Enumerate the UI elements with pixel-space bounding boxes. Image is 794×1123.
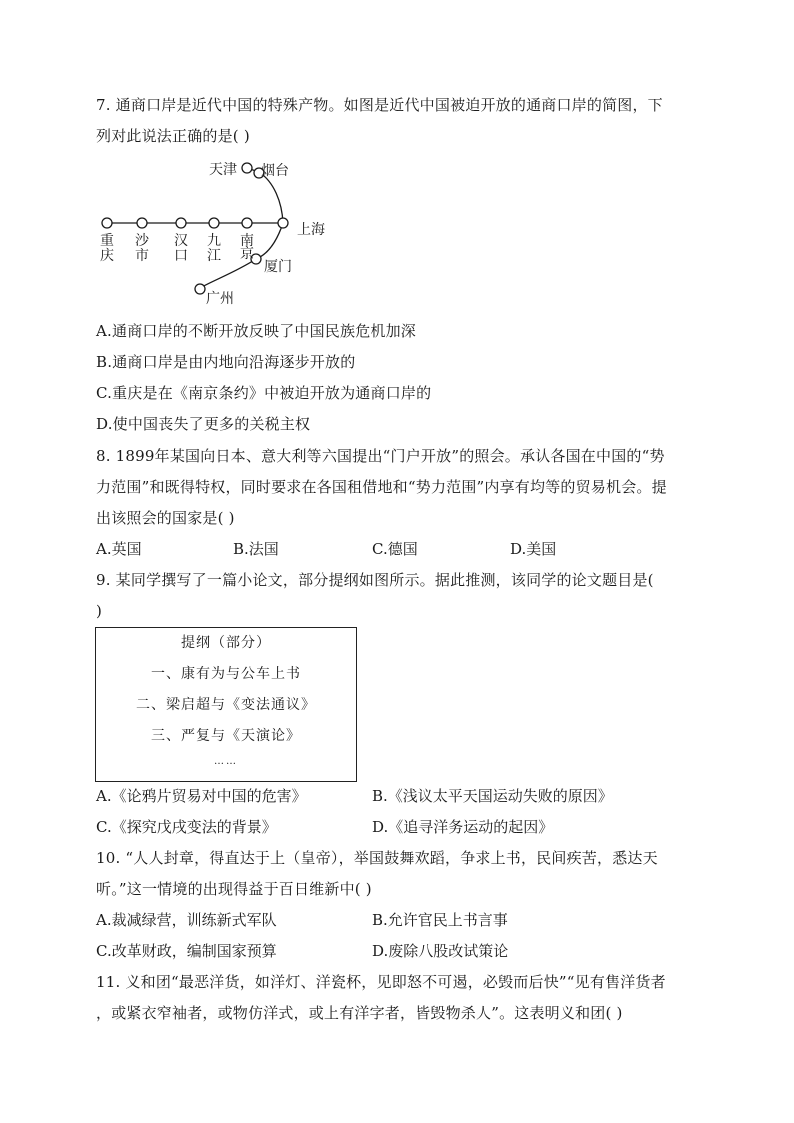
- nanjing-node: [242, 218, 252, 228]
- jiujiang-label-2: 江: [207, 248, 221, 264]
- nanjing-label-1: 南: [240, 233, 254, 249]
- essay-outline-box: [95, 627, 357, 782]
- q7-stem-line2: 列对此说法正确的是( ): [96, 127, 250, 145]
- q7-option-c[interactable]: C.重庆是在《南京条约》中被迫开放为通商口岸的: [96, 384, 432, 402]
- south-route-line-upper: [256, 223, 283, 259]
- q9-stem-line2: ): [96, 602, 103, 620]
- q11-stem-line1: 11. 义和团“最恶洋货，如洋灯、洋瓷杯，见即怒不可遏，必毁而后快”“见有售洋货者: [96, 973, 666, 991]
- chongqing-node: [102, 218, 112, 228]
- tianjin-label: 天津: [209, 162, 237, 178]
- shashi-label-1: 沙: [135, 233, 149, 249]
- q8-stem-line2: 力范围”和既得特权，同时要求在各国租借地和“势力范围”内享有均等的贸易机会。提: [96, 478, 667, 496]
- hankou-label-1: 汉: [174, 233, 188, 249]
- q10-option-b[interactable]: B.允许官民上书言事: [372, 911, 508, 929]
- jiujiang-label-1: 九: [207, 233, 221, 249]
- q10-option-c[interactable]: C.改革财政，编制国家预算: [96, 942, 277, 960]
- shashi-node: [137, 218, 147, 228]
- q9-option-d[interactable]: D.《追寻洋务运动的起因》: [372, 818, 554, 836]
- north-route-line: [259, 172, 283, 223]
- shanghai-label: 上海: [297, 222, 325, 238]
- q9-stem-line1: 9. 某同学撰写了一篇小论文，部分提纲如图所示。据此推测，该同学的论文题目是(: [96, 571, 654, 589]
- nanjing-label-2: 京: [240, 246, 254, 262]
- xiamen-label: 厦门: [264, 259, 292, 275]
- q8-option-c[interactable]: C.德国: [372, 540, 418, 558]
- q7-option-a[interactable]: A.通商口岸的不断开放反映了中国民族危机加深: [96, 322, 417, 340]
- q8-option-a[interactable]: A.英国: [96, 540, 142, 558]
- guangzhou-label: 广州: [206, 291, 234, 307]
- q10-stem-line1: 10. “人人封章，得直达于上（皇帝），举国鼓舞欢蹈，争求上书，民间疾苦，悉达天: [96, 849, 658, 867]
- q8-option-d[interactable]: D.美国: [510, 540, 557, 558]
- shanghai-node: [278, 218, 288, 228]
- q8-stem-line3: 出该照会的国家是( ): [96, 509, 235, 527]
- hankou-label-2: 口: [174, 248, 188, 264]
- jiujiang-node: [209, 218, 219, 228]
- q9-option-a[interactable]: A.《论鸦片贸易对中国的危害》: [96, 787, 307, 805]
- q10-option-d[interactable]: D.废除八股改试策论: [372, 942, 509, 960]
- q7-option-d[interactable]: D.使中国丧失了更多的关税主权: [96, 415, 311, 433]
- chongqing-label-2: 庆: [100, 248, 114, 264]
- q10-option-a[interactable]: A.裁减绿营，训练新式军队: [96, 911, 277, 929]
- outline-title: 提纲（部分）: [181, 635, 271, 651]
- outline-ellipsis: ……: [214, 756, 238, 767]
- yantai-label: 烟台: [261, 163, 289, 179]
- outline-item-3: 三、严复与《天演论》: [151, 728, 301, 744]
- guangzhou-node: [195, 284, 205, 294]
- q8-stem-line1: 8. 1899年某国向日本、意大利等六国提出“门户开放”的照会。承认各国在中国的“势: [96, 447, 665, 465]
- shashi-label-2: 市: [135, 248, 149, 264]
- tianjin-node: [242, 163, 252, 173]
- q10-stem-line2: 听。”这一情境的出现得益于百日维新中( ): [96, 880, 372, 898]
- q9-option-b[interactable]: B.《浅议太平天国运动失败的原因》: [372, 787, 613, 805]
- outline-item-2: 二、梁启超与《变法通议》: [136, 697, 316, 713]
- q8-option-b[interactable]: B.法国: [233, 540, 279, 558]
- hankou-node: [176, 218, 186, 228]
- q9-option-c[interactable]: C.《探究戊戌变法的背景》: [96, 818, 277, 836]
- treaty-port-map: [96, 152, 356, 312]
- q11-stem-line2: ，或紧衣窄袖者，或物仿洋式，或上有洋字者，皆毁物杀人”。这表明义和团( ): [96, 1004, 623, 1022]
- outline-item-1: 一、康有为与公车上书: [151, 666, 301, 682]
- q7-option-b[interactable]: B.通商口岸是由内地向沿海逐步开放的: [96, 353, 356, 371]
- chongqing-label-1: 重: [100, 233, 114, 249]
- q7-stem-line1: 7. 通商口岸是近代中国的特殊产物。如图是近代中国被迫开放的通商口岸的简图，下: [96, 96, 663, 114]
